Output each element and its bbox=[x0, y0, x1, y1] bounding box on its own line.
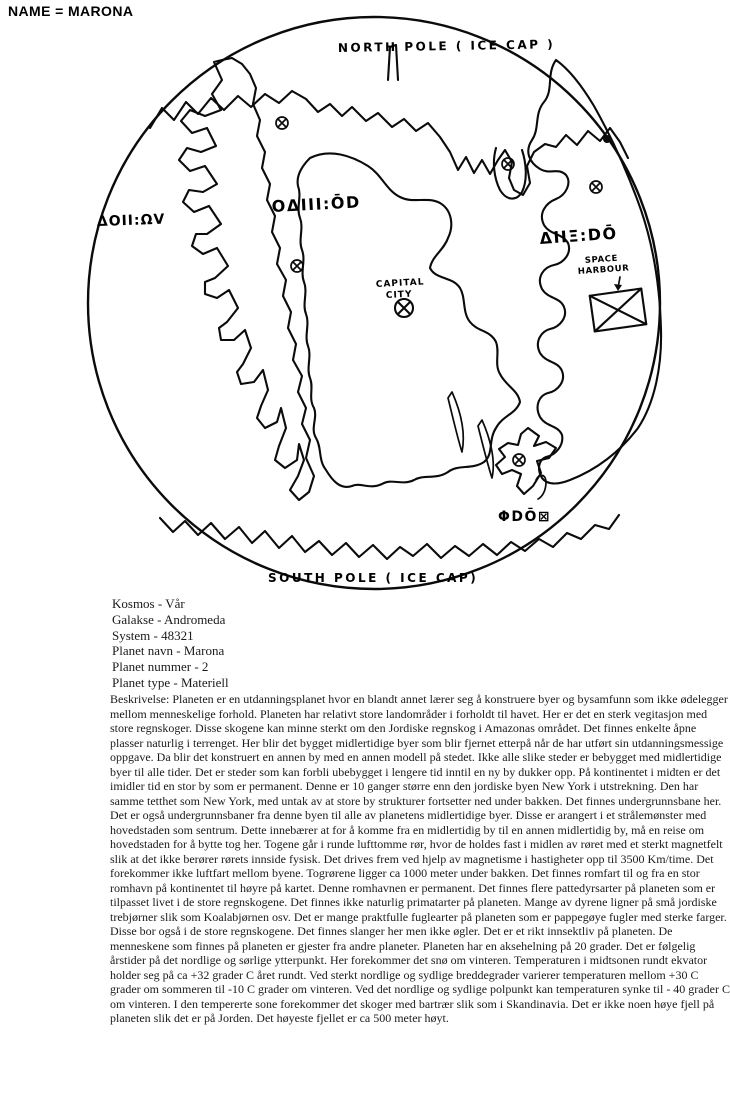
south-island-coastline bbox=[496, 428, 556, 494]
fact-line-planet-type: Planet type - Materiell bbox=[112, 674, 229, 690]
north-ice-cap-coastline bbox=[150, 91, 628, 195]
capital-city-label-line2: CITY bbox=[385, 289, 413, 301]
south-pole-label: SOUTH POLE ( ICE CAP) bbox=[268, 571, 479, 585]
region-west-label: ΔOII:ΩV bbox=[96, 211, 166, 230]
page-title: NAME = MARONA bbox=[8, 3, 134, 19]
south-islet-coastline bbox=[536, 475, 546, 499]
settlement-dot-icon bbox=[603, 135, 611, 143]
fact-line-system: System - 48321 bbox=[112, 627, 194, 643]
settlement-marker-icon bbox=[590, 181, 602, 193]
capital-city-marker-icon bbox=[395, 299, 413, 317]
settlement-marker-icon bbox=[276, 117, 288, 129]
region-central-label: OΔIII:ŌD bbox=[271, 192, 362, 216]
inlet-line bbox=[448, 392, 463, 452]
planet-facts bbox=[112, 596, 229, 691]
fact-line-planet-nummer: Planet nummer - 2 bbox=[112, 659, 209, 675]
planet-description: Beskrivelse: Planeten er en utdanningsplanet hvor en blandt annet lærer seg å konstruere byer og bysamfunn som ikke ødelegger mellom menneskelige forhold. Planeten har relativt store landområder i forholdt til havet. Her er det en sterk vegitasjon med store regnskoger. Disse skogene kan minne sterkt om den Jordiske regnskog i Amazonas området. Det finnes enkelte åpne plasser naturlig i terrenget. Her blir det bygget midlertidige byer som blir fjernet etterpå når de har utført sin utdanningsmessige oppgave. Da blir det konstruert en annen by med en annen modell på stedet. Ikke alle slike steder er bebygget med midlertidige byer til alle tider. Det er steder som kan forbli ubebygget i lengere tid inntil en ny by dukker opp. På kontinentet i midten er det imidler tid en stor by som er permanent. Denne er 10 ganger større enn den jordiske byen New York i utstrekning. Den har samme tetthet som New York, med untak av at store by strukturer fortsetter ned under bakken. Det finnes undergrunnsbane her. Det er også undergrunnsbaner fra denne byen til alle av planetens midlertidige byer. Disse er arangert i et strålemønster med hovedstaden som sentrum. Dette innebærer at for å komme fra en midlertidig by til en annen midlertidig by, må en reise om hovedstaden for å bytte tog her. Togene går i runde lufttomme rør, hvor de holdes fast i midlen av røret med et sterkt magnetfelt slik at det ikke berører rørets innside fysisk. Det drives frem ved hjelp av magnetisme i hastigheter opp til 3500 Km/time. Det forekommer ikke luftfart mellom byene. Togrørene ligger ca 1000 meter under bakken. Det finnes romfart til og fra en stor romhavn på kontinentet til høyre på kartet. Denne romhavnen er permanent. Det finnes flere pattedyrsarter på planeten som er tilpasset livet i de store regnskogene. Det finnes ikke naturlig primatarter på planeten. Mange av dyrene ligner på små jordiske trebjørner slik som Koalabjørnen osv. Det er mange praktfulle fuglearter på planeten som er pappegøye fugler med sterke farger. Disse bor også i de store regnskogene. Det finnes slanger her men ikke øgler. Det er et rikt innsektliv på planeten. De menneskene som finnes på planeten er gjester fra andre planeter. Planeten har en aksehelning på 20 grader. Det er følgelig årstider på det nordlige og sørlige ytterpunkt. Her forekommer det snø om vinteren. Temperaturen i midtsonen rundt ekvator holder seg på ca +32 grader C året rundt. Ved sterkt nordlige og sydlige breddegrader varierer temperaturen mellom +30 C grader om sommeren til -10 C grader om vinteren. Ved det nordlige og sydlige polpunkt kan temperaturen synke til - 40 grader C om vinteren. I den tempererte sone forekommer det skoger med bartrær slik som i Skandinavia. Det er ikke noen høye fjell på planeten slik det er på Jorden. Det høyeste fjellet er ca 500 meter høyt. bbox=[110, 692, 730, 1025]
fact-line-planet-navn: Planet navn - Marona bbox=[112, 643, 225, 659]
region-island-label: ΦDŌ⊠ bbox=[498, 509, 552, 525]
west-continent-coastline bbox=[179, 58, 314, 500]
north-pole-label: NORTH POLE ( ICE CAP ) bbox=[337, 37, 556, 55]
space-harbour-icon bbox=[590, 289, 647, 332]
space-harbour-label-line1: SPACE bbox=[584, 253, 619, 266]
fact-line-kosmos: Kosmos - Vår bbox=[112, 596, 185, 611]
inlet-line bbox=[478, 420, 493, 478]
region-east-label: ΔIIΞ:DŌ bbox=[538, 223, 619, 248]
space-harbour-label-line2: HARBOUR bbox=[577, 263, 630, 277]
settlement-marker-icon bbox=[291, 260, 303, 272]
capital-city-label-line1: CAPITAL bbox=[375, 277, 425, 290]
fact-line-galakse: Galakse - Andromeda bbox=[112, 611, 226, 627]
planet-outline bbox=[88, 17, 660, 589]
settlement-marker-icon bbox=[513, 454, 525, 466]
space-harbour-arrowhead-icon bbox=[614, 284, 622, 291]
